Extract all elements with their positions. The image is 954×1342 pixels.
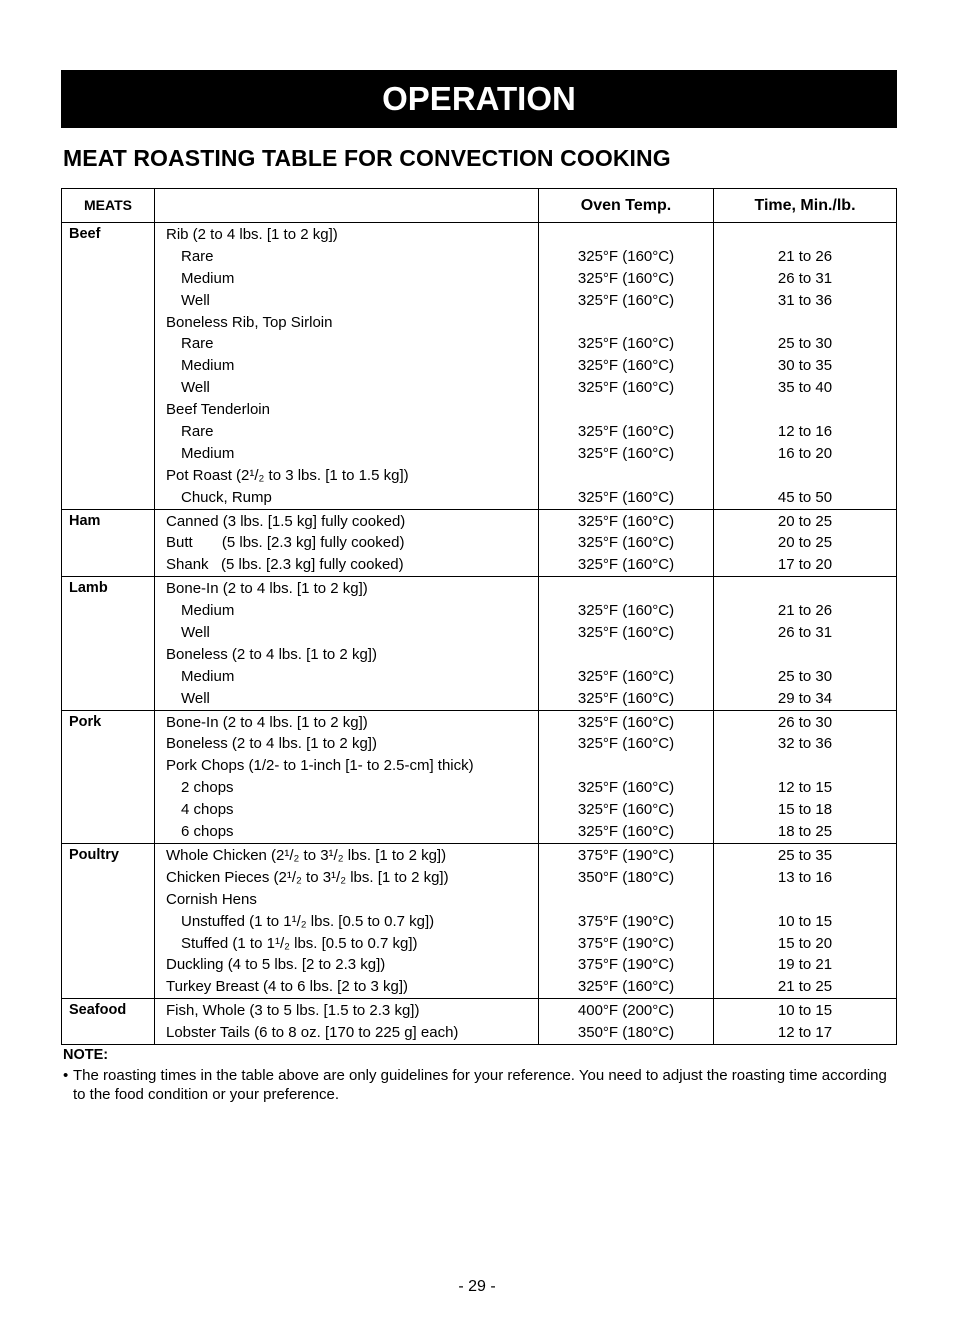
time-value: 12 to 16 <box>777 423 833 441</box>
oven-temp-value: 400°F (200°C) <box>577 1002 675 1020</box>
time-value: 26 to 30 <box>777 713 833 731</box>
desc-cell <box>155 999 539 1045</box>
time-cell <box>714 509 897 577</box>
time-value: 15 to 18 <box>777 801 833 819</box>
oven-temp-value: 325°F (160°C) <box>577 823 675 841</box>
time-value: 16 to 20 <box>777 444 833 462</box>
table-header-row <box>62 189 897 223</box>
meat-category: Lamb <box>62 577 155 710</box>
cut-description: Pot Roast (2¹/₂ to 3 lbs. [1 to 1.5 kg]) <box>166 466 409 484</box>
temp-cell <box>539 710 714 843</box>
desc-cell <box>155 710 539 843</box>
oven-temp-value: 325°F (160°C) <box>577 291 675 309</box>
meat-category: Ham <box>62 509 155 577</box>
table-row <box>62 843 897 998</box>
cut-description: Unstuffed (1 to 1¹/₂ lbs. [0.5 to 0.7 kg]) <box>181 912 435 930</box>
cut-description: Boneless (2 to 4 lbs. [1 to 2 kg]) <box>166 735 377 753</box>
cut-description: Rare <box>181 247 214 265</box>
oven-temp-value: 325°F (160°C) <box>577 556 675 574</box>
time-value <box>714 312 896 334</box>
oven-temp-value <box>539 755 713 777</box>
desc-cell <box>155 509 539 577</box>
oven-temp-value: 325°F (160°C) <box>577 689 675 707</box>
time-value: 10 to 15 <box>777 1002 833 1020</box>
oven-temp-value: 325°F (160°C) <box>577 624 675 642</box>
header-oven-temp: Oven Temp. <box>539 189 714 223</box>
time-value: 45 to 50 <box>777 488 833 506</box>
oven-temp-value <box>539 465 713 487</box>
temp-cell <box>539 843 714 998</box>
time-value: 31 to 36 <box>777 291 833 309</box>
cut-description: Beef Tenderloin <box>166 401 270 419</box>
time-value: 25 to 35 <box>777 846 833 864</box>
time-value: 32 to 36 <box>777 735 833 753</box>
header-time: Time, Min./lb. <box>714 189 897 223</box>
cut-description: Medium <box>181 667 235 685</box>
temp-cell <box>539 509 714 577</box>
cut-description: Medium <box>181 602 235 620</box>
desc-cell <box>155 843 539 998</box>
cut-description: Turkey Breast (4 to 6 lbs. [2 to 3 kg]) <box>166 978 409 996</box>
note-body <box>63 1066 903 1105</box>
oven-temp-value: 375°F (190°C) <box>577 846 675 864</box>
time-value <box>714 578 896 600</box>
oven-temp-value: 375°F (190°C) <box>577 956 675 974</box>
oven-temp-value: 325°F (160°C) <box>577 247 675 265</box>
time-value: 15 to 20 <box>777 934 833 952</box>
cut-description: Well <box>181 689 210 707</box>
oven-temp-value: 325°F (160°C) <box>577 735 675 753</box>
oven-temp-value: 325°F (160°C) <box>577 512 675 530</box>
page-title: MEAT ROASTING TABLE FOR CONVECTION COOKING <box>63 145 671 171</box>
page-number: - 29 - <box>458 1278 496 1295</box>
cut-description: Medium <box>181 269 235 287</box>
time-cell <box>714 710 897 843</box>
cut-description: 6 chops <box>181 823 234 841</box>
table-row <box>62 999 897 1045</box>
cut-description: Medium <box>181 357 235 375</box>
oven-temp-value: 325°F (160°C) <box>577 801 675 819</box>
cut-description: Shank (5 lbs. [2.3 kg] fully cooked) <box>166 556 404 574</box>
cut-description: Rare <box>181 423 214 441</box>
table-body <box>62 223 897 1045</box>
time-value <box>714 644 896 666</box>
time-value <box>714 755 896 777</box>
time-value: 25 to 30 <box>777 335 833 353</box>
oven-temp-value: 325°F (160°C) <box>577 978 675 996</box>
cut-description: Well <box>181 624 210 642</box>
table-row <box>62 223 897 510</box>
oven-temp-value: 325°F (160°C) <box>577 423 675 441</box>
oven-temp-value: 325°F (160°C) <box>577 444 675 462</box>
oven-temp-value: 325°F (160°C) <box>577 269 675 287</box>
time-value <box>714 465 896 487</box>
oven-temp-value <box>539 399 713 421</box>
header-description <box>155 189 539 223</box>
time-cell <box>714 843 897 998</box>
oven-temp-value: 350°F (180°C) <box>577 868 675 886</box>
note-heading: NOTE: <box>63 1047 109 1063</box>
cut-description: Lobster Tails (6 to 8 oz. [170 to 225 g] each) <box>166 1024 459 1042</box>
time-value: 26 to 31 <box>777 624 833 642</box>
meat-category: Poultry <box>62 843 155 998</box>
cut-description: Boneless (2 to 4 lbs. [1 to 2 kg]) <box>166 645 377 663</box>
desc-cell <box>155 223 539 510</box>
oven-temp-value: 350°F (180°C) <box>577 1024 675 1042</box>
cut-description: Well <box>181 379 210 397</box>
oven-temp-value: 325°F (160°C) <box>577 357 675 375</box>
cut-description: Rib (2 to 4 lbs. [1 to 2 kg]) <box>166 226 338 243</box>
time-value: 18 to 25 <box>777 823 833 841</box>
time-value: 12 to 17 <box>777 1024 833 1042</box>
table-row <box>62 509 897 577</box>
banner-title: OPERATION <box>382 80 576 117</box>
cut-description: Well <box>181 291 210 309</box>
cut-description: Medium <box>181 444 235 462</box>
cut-description: Cornish Hens <box>166 890 257 908</box>
time-value <box>714 889 896 911</box>
meat-category: Seafood <box>62 999 155 1045</box>
oven-temp-value <box>539 312 713 334</box>
meat-category: Beef <box>62 223 155 510</box>
cut-description: Butt (5 lbs. [2.3 kg] fully cooked) <box>166 534 405 552</box>
table-row <box>62 710 897 843</box>
cut-description: Chuck, Rump <box>181 488 272 506</box>
header-meats: MEATS <box>62 189 155 223</box>
time-value: 20 to 25 <box>777 534 833 552</box>
cut-description: Boneless Rib, Top Sirloin <box>166 313 333 331</box>
oven-temp-value: 325°F (160°C) <box>577 667 675 685</box>
oven-temp-value <box>539 224 713 246</box>
oven-temp-value: 325°F (160°C) <box>577 602 675 620</box>
time-cell <box>714 999 897 1045</box>
time-value <box>714 224 896 246</box>
time-value: 13 to 16 <box>777 868 833 886</box>
cut-description: 4 chops <box>181 801 234 819</box>
oven-temp-value: 325°F (160°C) <box>577 779 675 797</box>
temp-cell <box>539 223 714 510</box>
cut-description: Whole Chicken (2¹/₂ to 3¹/₂ lbs. [1 to 2 kg]) <box>166 846 447 864</box>
cut-description: Duckling (4 to 5 lbs. [2 to 2.3 kg]) <box>166 956 386 974</box>
bullet-icon: • <box>63 1066 69 1084</box>
cut-description: Canned (3 lbs. [1.5 kg] fully cooked) <box>166 512 406 530</box>
meat-category: Pork <box>62 710 155 843</box>
oven-temp-value: 325°F (160°C) <box>577 335 675 353</box>
oven-temp-value: 325°F (160°C) <box>577 534 675 552</box>
time-value: 21 to 26 <box>777 247 833 265</box>
time-value: 21 to 25 <box>777 978 833 996</box>
note-section <box>63 1046 903 1105</box>
time-value: 19 to 21 <box>777 956 833 974</box>
oven-temp-value <box>539 578 713 600</box>
temp-cell <box>539 577 714 710</box>
cut-description: Bone-In (2 to 4 lbs. [1 to 2 kg]) <box>166 580 368 598</box>
cut-description: 2 chops <box>181 779 234 797</box>
time-cell <box>714 577 897 710</box>
temp-cell <box>539 999 714 1045</box>
time-value: 17 to 20 <box>777 556 833 574</box>
oven-temp-value: 325°F (160°C) <box>577 379 675 397</box>
oven-temp-value: 325°F (160°C) <box>577 713 675 731</box>
roasting-table <box>61 188 897 1045</box>
time-value: 20 to 25 <box>777 512 833 530</box>
time-value: 25 to 30 <box>777 667 833 685</box>
time-value: 12 to 15 <box>777 779 833 797</box>
oven-temp-value: 375°F (190°C) <box>577 934 675 952</box>
cut-description: Fish, Whole (3 to 5 lbs. [1.5 to 2.3 kg]) <box>166 1002 420 1020</box>
oven-temp-value: 325°F (160°C) <box>577 488 675 506</box>
time-value: 10 to 15 <box>777 912 833 930</box>
time-value: 35 to 40 <box>777 379 833 397</box>
oven-temp-value <box>539 644 713 666</box>
cut-description: Rare <box>181 335 214 353</box>
time-cell <box>714 223 897 510</box>
cut-description: Chicken Pieces (2¹/₂ to 3¹/₂ lbs. [1 to 2 kg]) <box>166 868 449 886</box>
section-banner <box>61 70 897 128</box>
time-value: 30 to 35 <box>777 357 833 375</box>
cut-description: Bone-In (2 to 4 lbs. [1 to 2 kg]) <box>166 713 368 731</box>
cut-description: Pork Chops (1/2- to 1-inch [1- to 2.5-cm] thick) <box>166 757 474 775</box>
cut-description: Stuffed (1 to 1¹/₂ lbs. [0.5 to 0.7 kg]) <box>181 934 418 952</box>
desc-cell <box>155 577 539 710</box>
oven-temp-value: 375°F (190°C) <box>577 912 675 930</box>
time-value: 21 to 26 <box>777 602 833 620</box>
note-text: The roasting times in the table above are only guidelines for your reference. You need to adjust the roasting time according to the food condition or your preference. <box>73 1066 887 1103</box>
oven-temp-value <box>539 889 713 911</box>
time-value: 29 to 34 <box>777 689 833 707</box>
time-value: 26 to 31 <box>777 269 833 287</box>
table-row <box>62 577 897 710</box>
time-value <box>714 399 896 421</box>
